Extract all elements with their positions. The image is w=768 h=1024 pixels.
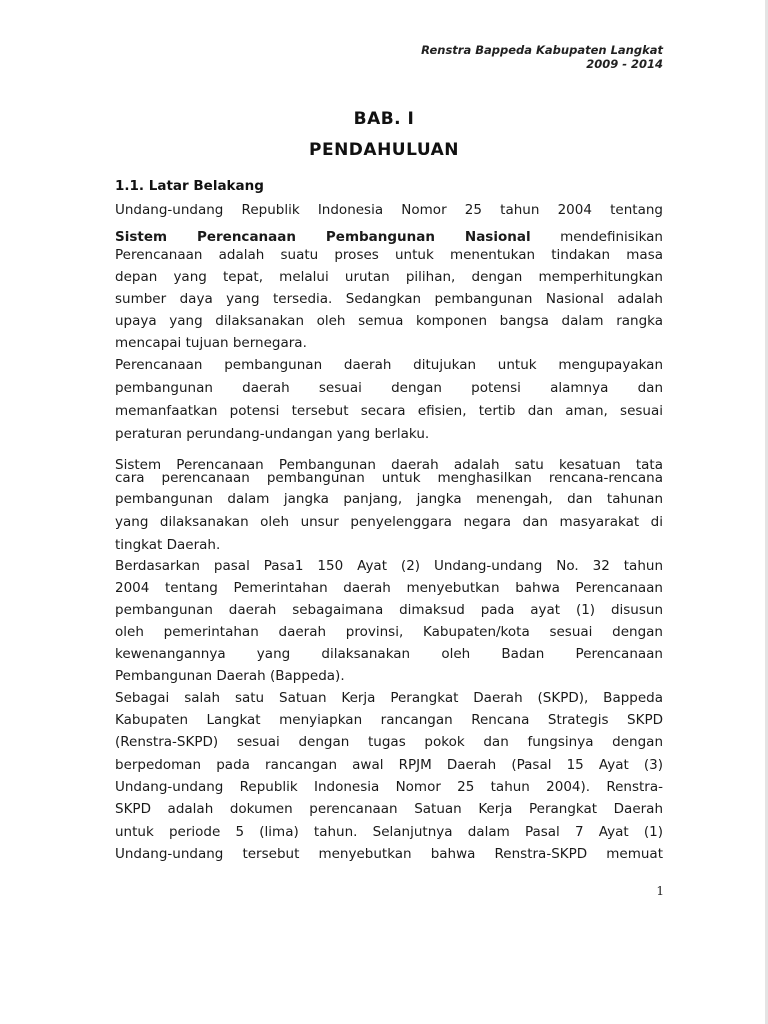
running-header-period: 2009 - 2014 bbox=[586, 57, 663, 71]
body-line: (Renstra-SKPD) sesuai dengan tugas pokok dan fungsinya dengan bbox=[115, 734, 663, 750]
body-line: depan yang tepat, melalui urutan pilihan, dengan memperhitungkan bbox=[115, 269, 663, 285]
page-number: 1 bbox=[656, 884, 664, 898]
chapter-title: PENDAHULUAN bbox=[309, 140, 459, 160]
body-line: Berdasarkan pasal Pasa1 150 Ayat (2) Undang-undang No. 32 tahun bbox=[115, 558, 663, 574]
body-line: untuk periode 5 (lima) tahun. Selanjutnya dalam Pasal 7 Ayat (1) bbox=[115, 824, 663, 840]
body-line: pembangunan daerah sesuai dengan potensi alamnya dan bbox=[115, 380, 663, 396]
body-line: kewenangannya yang dilaksanakan oleh Badan Perencanaan bbox=[115, 646, 663, 662]
body-line: upaya yang dilaksanakan oleh semua komponen bangsa dalam rangka bbox=[115, 313, 663, 329]
body-line: SKPD adalah dokumen perencanaan Satuan Kerja Perangkat Daerah bbox=[115, 801, 663, 817]
body-line: tingkat Daerah. bbox=[115, 537, 221, 553]
body-line: sumber daya yang tersedia. Sedangkan pembangunan Nasional adalah bbox=[115, 291, 663, 307]
body-line: Undang-undang Republik Indonesia Nomor 25 tahun 2004). Renstra- bbox=[115, 779, 663, 795]
body-line: cara perencanaan pembangunan untuk menghasilkan rencana-rencana bbox=[115, 470, 663, 486]
body-line bbox=[115, 229, 663, 245]
body-line: memanfaatkan potensi tersebut secara efisien, tertib dan aman, sesuai bbox=[115, 403, 663, 419]
section-heading: 1.1. Latar Belakang bbox=[115, 178, 264, 194]
body-line: Kabupaten Langkat menyiapkan rancangan Rencana Strategis SKPD bbox=[115, 712, 663, 728]
body-line: Undang-undang tersebut menyebutkan bahwa Renstra-SKPD memuat bbox=[115, 846, 663, 862]
body-line-rest: mendefinisikan bbox=[560, 229, 663, 245]
body-line: yang dilaksanakan oleh unsur penyelenggara negara dan masyarakat di bbox=[115, 514, 663, 530]
body-line: Perencanaan adalah suatu proses untuk menentukan tindakan masa bbox=[115, 247, 663, 263]
bold-term: Sistem Perencanaan Pembangunan Nasional bbox=[115, 229, 531, 245]
chapter-number: BAB. I bbox=[353, 109, 415, 129]
body-line: Undang-undang Republik Indonesia Nomor 25 tahun 2004 tentang bbox=[115, 202, 663, 218]
body-line: berpedoman pada rancangan awal RPJM Daerah (Pasal 15 Ayat (3) bbox=[115, 757, 663, 773]
body-line: oleh pemerintahan daerah provinsi, Kabupaten/kota sesuai dengan bbox=[115, 624, 663, 640]
body-line: pembangunan daerah sebagaimana dimaksud pada ayat (1) disusun bbox=[115, 602, 663, 618]
body-line: peraturan perundang-undangan yang berlaku. bbox=[115, 426, 430, 442]
body-line: Sistem Perencanaan Pembangunan daerah adalah satu kesatuan tata bbox=[115, 457, 663, 473]
body-line: pembangunan dalam jangka panjang, jangka menengah, dan tahunan bbox=[115, 491, 663, 507]
body-line: Pembangunan Daerah (Bappeda). bbox=[115, 668, 345, 684]
body-line: Perencanaan pembangunan daerah ditujukan untuk mengupayakan bbox=[115, 357, 663, 373]
body-line: Sebagai salah satu Satuan Kerja Perangkat Daerah (SKPD), Bappeda bbox=[115, 690, 663, 706]
body-line: mencapai tujuan bernegara. bbox=[115, 335, 307, 351]
body-line: 2004 tentang Pemerintahan daerah menyebutkan bahwa Perencanaan bbox=[115, 580, 663, 596]
running-header-title: Renstra Bappeda Kabupaten Langkat bbox=[421, 43, 663, 57]
